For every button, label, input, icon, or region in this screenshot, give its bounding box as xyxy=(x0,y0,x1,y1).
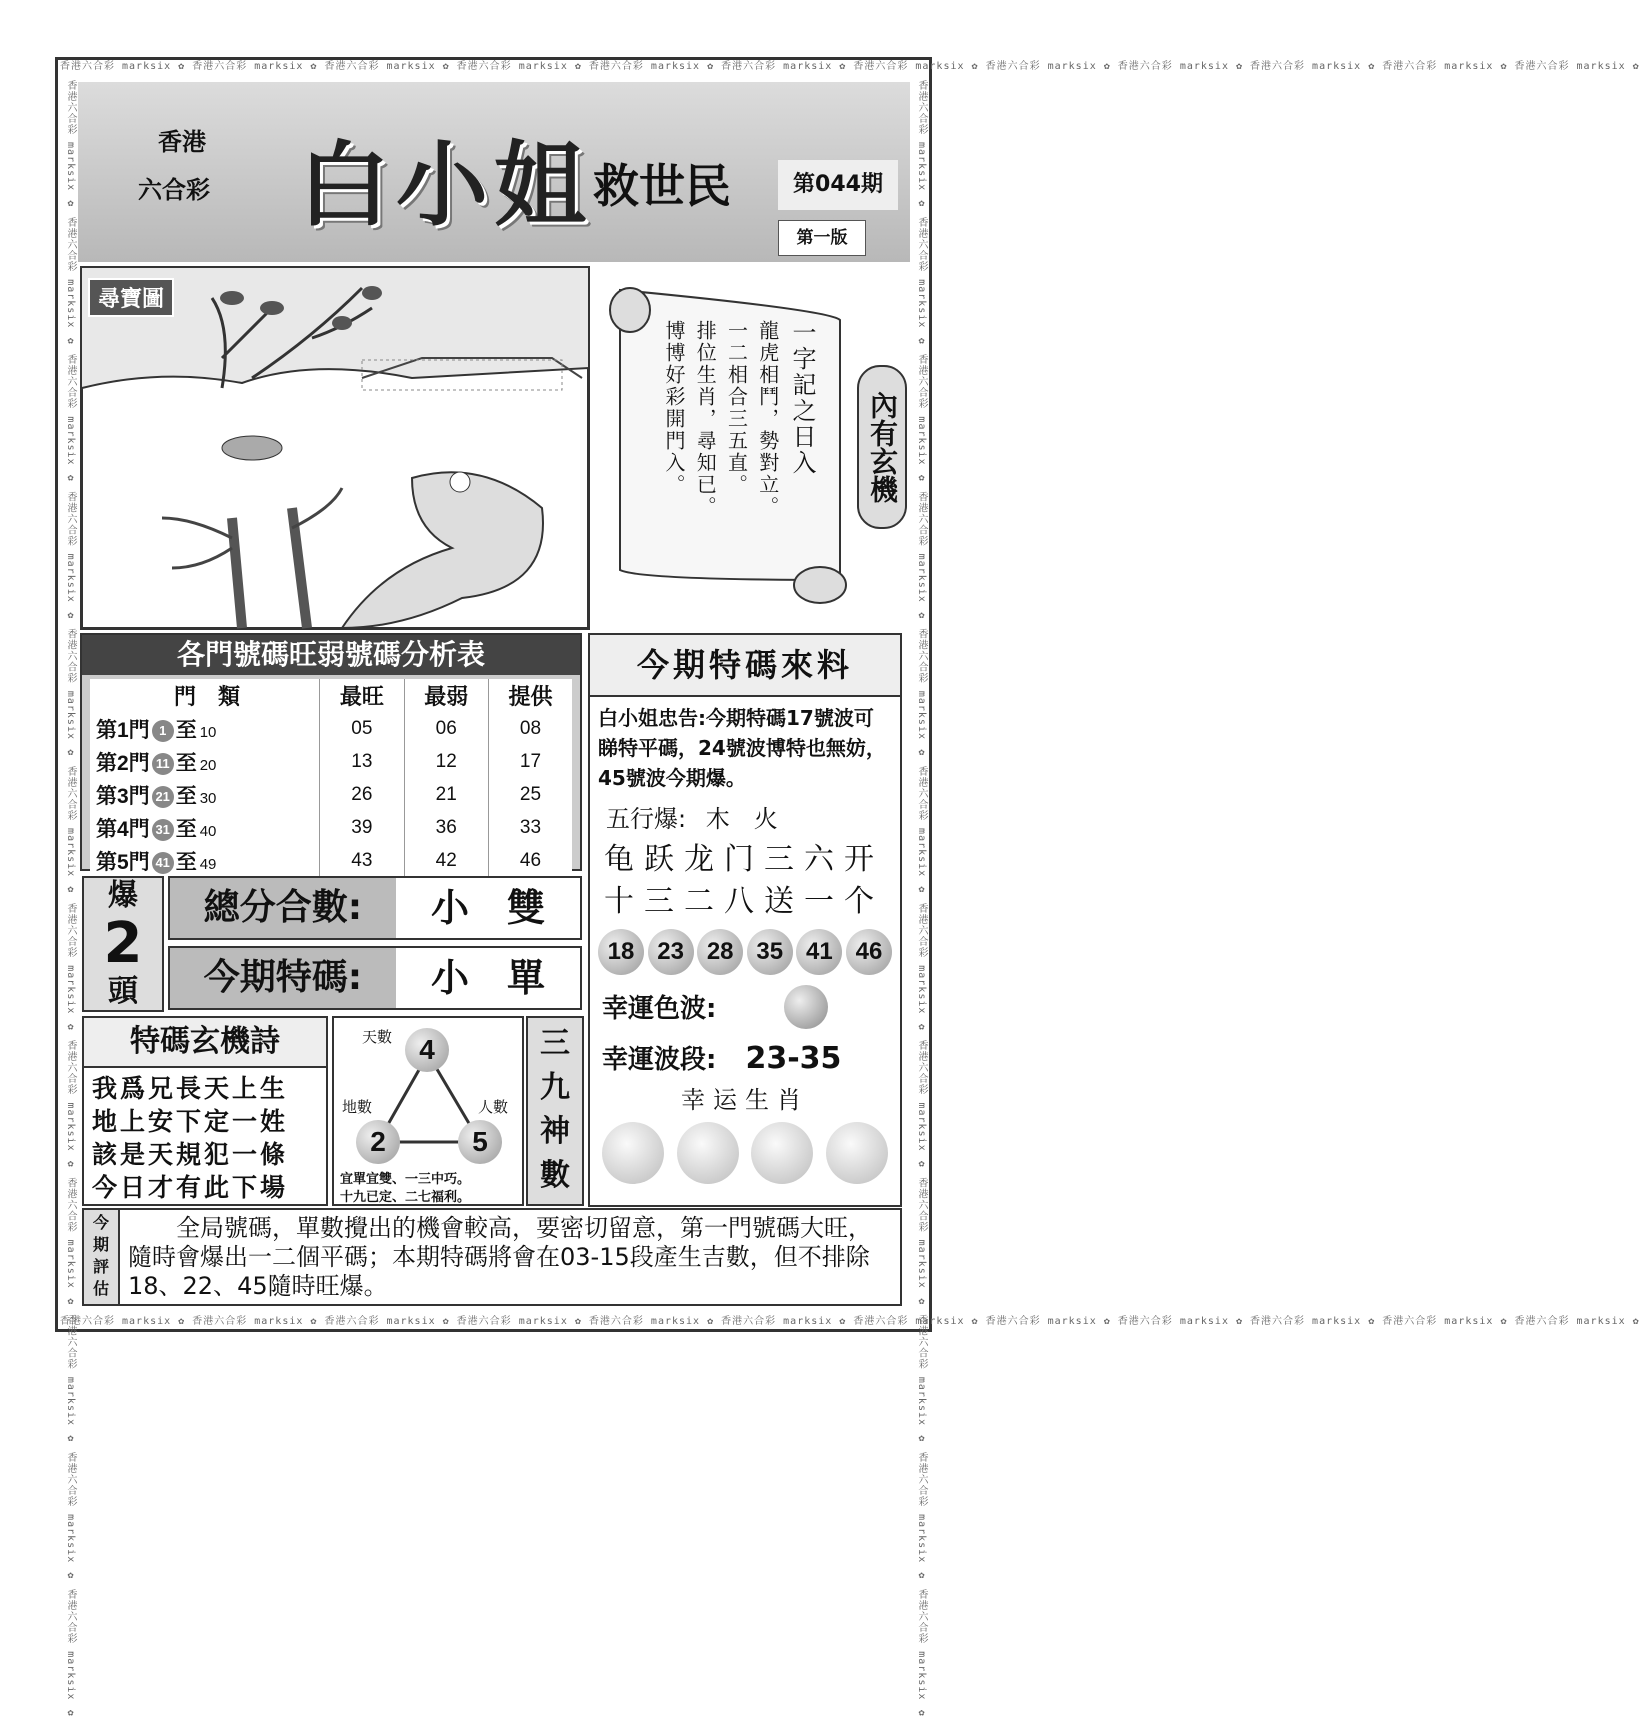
scroll-line: 一字記之日入 xyxy=(788,320,816,476)
burst-row xyxy=(168,946,582,1010)
evaluation-label xyxy=(84,1210,120,1304)
poem-line: 地上安下定一姓 xyxy=(92,1107,289,1136)
table-row xyxy=(90,778,572,811)
poem-line: 我爲兄長天上生 xyxy=(92,1074,289,1103)
watermark-top: 香港六合彩 marksix ✿ 香港六合彩 marksix ✿ 香港六合彩 marksix ✿ 香港六合彩 marksix ✿ 香港六合彩 marksix ✿ 香港六合彩 marksix ✿ 香港六合彩 marksix ✿ 香港六合彩 marksix ✿ 香港六合彩 marksix ✿ 香港六合彩 marksix ✿ 香港六合彩 marksix ✿ 香港六合彩 marksix ✿ xyxy=(60,61,1640,72)
burst-label: 今期特碼: xyxy=(170,948,396,1008)
lucky-color-row xyxy=(590,981,900,1037)
watermark-bottom: 香港六合彩 marksix ✿ 香港六合彩 marksix ✿ 香港六合彩 marksix ✿ 香港六合彩 marksix ✿ 香港六合彩 marksix ✿ 香港六合彩 marksix ✿ 香港六合彩 marksix ✿ 香港六合彩 marksix ✿ 香港六合彩 marksix ✿ 香港六合彩 marksix ✿ 香港六合彩 marksix ✿ 香港六合彩 marksix ✿ xyxy=(60,1316,1640,1327)
gate-name: 第3門 xyxy=(96,784,150,808)
triangle-note-1: 宜單宜雙、一三中巧。 xyxy=(340,1172,471,1187)
range-sep: 至 xyxy=(175,817,197,841)
issue-box xyxy=(778,160,898,210)
treasure-label: 尋寶圖 xyxy=(88,278,174,317)
burst-value: 小 雙 xyxy=(430,885,545,930)
poem-line: 今日才有此下場 xyxy=(92,1173,289,1202)
evaluation-label-char: 今 xyxy=(92,1213,109,1232)
gate-cell xyxy=(90,745,320,778)
lucky-zodiac-label: 幸运生肖 xyxy=(681,1086,809,1114)
wuxing-label: 五行爆: xyxy=(606,805,687,833)
weak-cell: 21 xyxy=(404,778,488,811)
poem-title: 特碼玄機詩 xyxy=(84,1018,326,1068)
range-sep: 至 xyxy=(175,718,197,742)
mystery-badge: 內有玄機 xyxy=(857,365,907,529)
table-row xyxy=(90,745,572,778)
scroll-verses xyxy=(660,320,820,580)
advice-text: 今期特碼17號波可睇特平碼，24號波博特也無妨，45號波今期爆。 xyxy=(598,706,886,790)
header-region: 香港 xyxy=(158,127,206,156)
burst-value: 小 單 xyxy=(430,955,545,1000)
range-end: 10 xyxy=(199,723,217,741)
wuxing-row xyxy=(590,799,900,839)
heaven-label: 天數 xyxy=(362,1028,393,1046)
burst-label: 總分合數: xyxy=(170,878,396,938)
weak-cell: 06 xyxy=(404,712,488,745)
burst-num: 2 xyxy=(103,911,143,976)
burst-bottom: 頭 xyxy=(108,974,138,1009)
offer-cell: 33 xyxy=(488,811,572,844)
three-nine-char: 九 xyxy=(540,1070,570,1105)
issue-number: 第044期 xyxy=(793,172,883,197)
ox-icon xyxy=(602,1122,664,1184)
special-panel xyxy=(588,633,902,1207)
watermark-left: 香港六合彩 marksix ✿ 香港六合彩 marksix ✿ 香港六合彩 marksix ✿ 香港六合彩 marksix ✿ 香港六合彩 marksix ✿ 香港六合彩 marksix ✿ 香港六合彩 marksix ✿ 香港六合彩 marksix ✿ 香港六合彩 marksix ✿ 香港六合彩 marksix ✿ 香港六合彩 marksix ✿ 香港六合彩 marksix ✿ xyxy=(65,80,76,1719)
table-header: 提供 xyxy=(488,679,572,712)
offer-cell: 08 xyxy=(488,712,572,745)
human-ball: 5 xyxy=(458,1120,502,1164)
zodiac-row xyxy=(590,1118,900,1188)
treasure-map xyxy=(80,266,590,630)
evaluation-label-char: 評 xyxy=(92,1257,109,1276)
number-ball: 46 xyxy=(846,929,892,975)
handwritten-line-2: 十三二八送一个 xyxy=(604,884,884,919)
scroll-line: 排位生肖，尋知已。 xyxy=(693,320,718,518)
number-ball: 28 xyxy=(697,929,743,975)
hot-cell: 43 xyxy=(320,844,404,877)
number-ball: 23 xyxy=(648,929,694,975)
burst-top: 爆 xyxy=(108,878,138,913)
range-start: 21 xyxy=(152,786,174,808)
hot-cell: 05 xyxy=(320,712,404,745)
range-start: 1 xyxy=(152,720,174,742)
gate-cell xyxy=(90,811,320,844)
weak-cell: 36 xyxy=(404,811,488,844)
edition-label: 第一版 xyxy=(796,228,848,248)
range-sep: 至 xyxy=(175,850,197,874)
table-header: 門 類 xyxy=(174,684,241,709)
gate-name: 第1門 xyxy=(96,718,150,742)
three-nine-text xyxy=(528,1018,582,1198)
number-ball: 41 xyxy=(796,929,842,975)
analysis-table xyxy=(90,679,572,877)
triangle-note-2: 十九已定、二七福利。 xyxy=(340,1190,471,1205)
watermark-right: 香港六合彩 marksix ✿ 香港六合彩 marksix ✿ 香港六合彩 marksix ✿ 香港六合彩 marksix ✿ 香港六合彩 marksix ✿ 香港六合彩 marksix ✿ 香港六合彩 marksix ✿ 香港六合彩 marksix ✿ 香港六合彩 marksix ✿ 香港六合彩 marksix ✿ 香港六合彩 marksix ✿ 香港六合彩 marksix ✿ xyxy=(916,80,927,1719)
earth-ball: 2 xyxy=(356,1120,400,1164)
evaluation-panel xyxy=(82,1208,902,1306)
range-end: 30 xyxy=(199,789,217,807)
dog-icon xyxy=(826,1122,888,1184)
gate-name: 第5門 xyxy=(96,850,150,874)
earth-label: 地數 xyxy=(342,1098,373,1116)
dragon-icon xyxy=(751,1122,813,1184)
hot-cell: 26 xyxy=(320,778,404,811)
gate-cell xyxy=(90,712,320,745)
advice-block xyxy=(590,697,900,799)
scroll-line: 一二相合三五直。 xyxy=(724,320,749,496)
poem-lines xyxy=(84,1068,326,1208)
evaluation-label-char: 估 xyxy=(92,1279,109,1298)
table-header: 最弱 xyxy=(404,679,488,712)
evaluation-text: 全局號碼，單數攪出的機會較高，要密切留意，第一門號碼大旺，隨時會爆出一二個平碼；本期特碼將會在03-15段產生吉數，但不排除18、22、45隨時旺爆。 xyxy=(128,1214,872,1300)
handwritten-line-1: 龟跃龙门三六开 xyxy=(604,842,884,877)
poem-panel xyxy=(82,1016,328,1206)
weak-cell: 12 xyxy=(404,745,488,778)
special-title: 今期特碼來料 xyxy=(590,635,900,697)
lucky-range-row xyxy=(590,1037,900,1082)
lucky-range-label: 幸運波段: xyxy=(602,1045,717,1075)
hot-cell: 39 xyxy=(320,811,404,844)
burst-badge xyxy=(82,876,164,1012)
human-label: 人數 xyxy=(478,1098,509,1116)
weak-cell: 42 xyxy=(404,844,488,877)
header-game: 六合彩 xyxy=(138,175,210,204)
burst-rows xyxy=(168,876,582,1012)
range-sep: 至 xyxy=(175,751,197,775)
number-ball: 35 xyxy=(747,929,793,975)
poem-line: 該是天規犯一條 xyxy=(92,1140,289,1169)
header-subtitle: 救世民 xyxy=(593,159,731,213)
offer-cell: 17 xyxy=(488,745,572,778)
gate-cell xyxy=(90,778,320,811)
table-header: 最旺 xyxy=(320,679,404,712)
number-balls xyxy=(590,923,900,981)
hot-cell: 13 xyxy=(320,745,404,778)
three-nine-char: 神 xyxy=(540,1114,570,1149)
three-nine-panel xyxy=(526,1016,584,1206)
analysis-panel xyxy=(80,633,582,874)
analysis-title: 各門號碼旺弱號碼分析表 xyxy=(82,635,580,675)
triangle-panel xyxy=(332,1016,524,1206)
rabbit-icon xyxy=(677,1122,739,1184)
gate-cell xyxy=(90,844,320,877)
lucky-color-label: 幸運色波: xyxy=(602,994,717,1024)
gate-name: 第4門 xyxy=(96,817,150,841)
range-end: 20 xyxy=(199,756,217,774)
wuxing-value: 木 火 xyxy=(705,805,778,833)
lucky-range-value: 23-35 xyxy=(745,1041,842,1076)
table-row xyxy=(90,712,572,745)
range-start: 41 xyxy=(152,852,174,874)
handwritten-lines xyxy=(590,839,900,923)
lucky-color-ball xyxy=(784,985,828,1029)
treasure-illustration xyxy=(82,268,588,628)
advice-label: 白小姐忠告: xyxy=(598,706,706,730)
range-end: 40 xyxy=(199,822,217,840)
burst-row xyxy=(168,876,582,940)
table-row xyxy=(90,811,572,844)
three-nine-char: 數 xyxy=(540,1158,570,1193)
scroll-line: 博博好彩開門入。 xyxy=(662,320,686,496)
three-nine-char: 三 xyxy=(540,1026,570,1061)
header-banner xyxy=(78,82,910,262)
heaven-ball: 4 xyxy=(405,1028,449,1072)
verse-scroll xyxy=(600,280,850,610)
offer-cell: 46 xyxy=(488,844,572,877)
table-row xyxy=(90,844,572,877)
header-title: 白小姐 xyxy=(298,132,593,239)
number-ball: 18 xyxy=(598,929,644,975)
scroll-line: 龍虎相鬥，勢對立。 xyxy=(755,320,780,518)
evaluation-label-char: 期 xyxy=(92,1235,109,1254)
range-sep: 至 xyxy=(175,784,197,808)
range-start: 31 xyxy=(152,819,174,841)
gate-name: 第2門 xyxy=(96,751,150,775)
range-start: 11 xyxy=(152,753,174,775)
edition-box xyxy=(778,220,866,256)
offer-cell: 25 xyxy=(488,778,572,811)
range-end: 49 xyxy=(199,855,217,873)
